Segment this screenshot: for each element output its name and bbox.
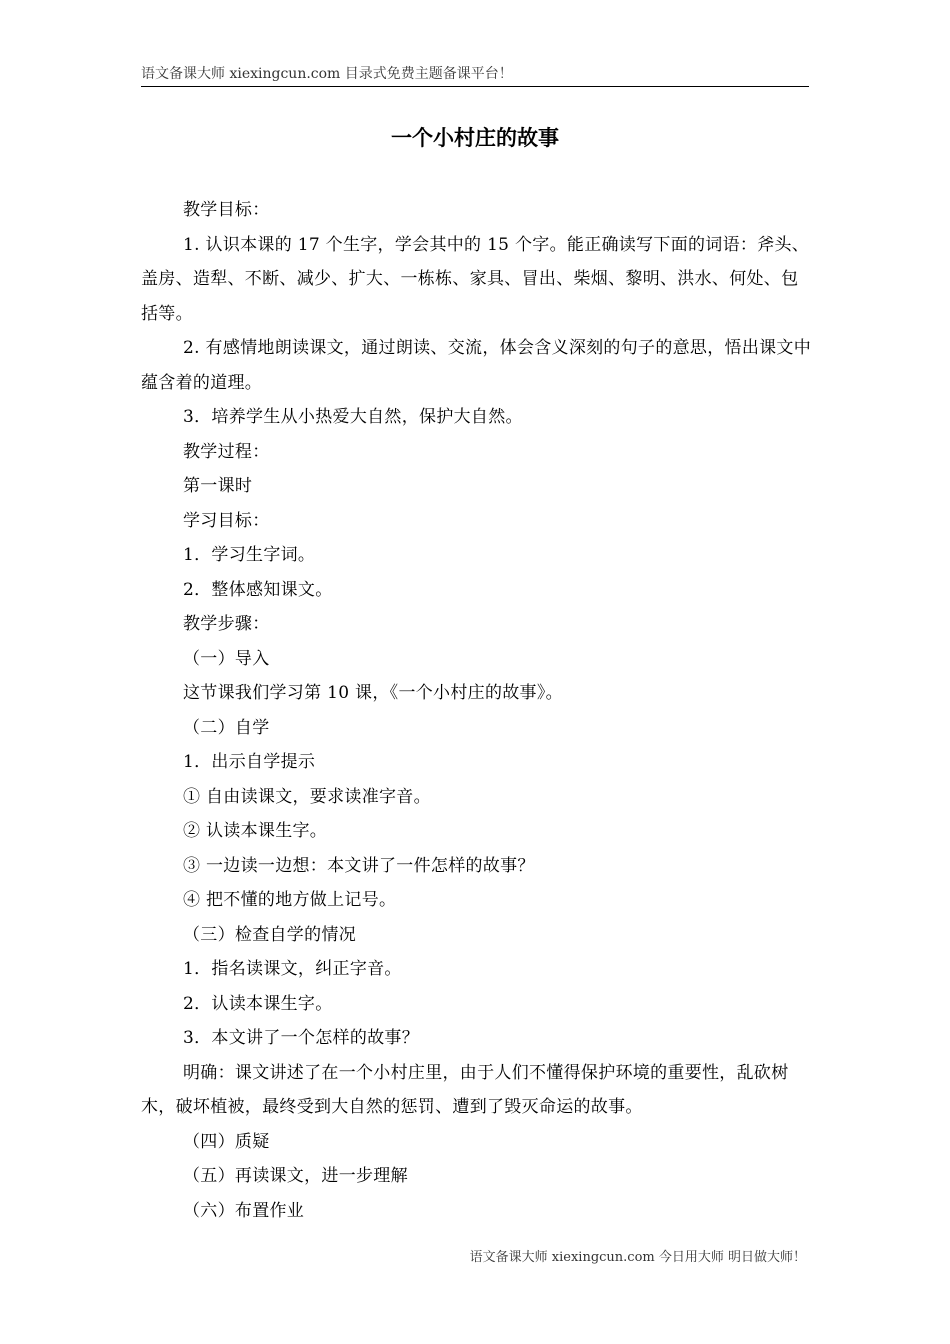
document-title: 一个小村庄的故事 bbox=[391, 125, 559, 150]
paragraph: （一）导入 bbox=[183, 648, 270, 669]
paragraph: ① 自由读课文，要求读准字音。 bbox=[183, 786, 431, 807]
paragraph: 1. 认识本课的 17 个生字，学会其中的 15 个字。能正确读写下面的词语：斧头、盖房、造犁、不断、减少、扩大、一栋栋、家具、冒出、柴烟、黎明、洪水、何处、包括等。 bbox=[141, 234, 810, 324]
paragraph: （二）自学 bbox=[183, 717, 270, 738]
paragraph: （三）检查自学的情况 bbox=[183, 924, 356, 945]
paragraph: 1．学习生字词。 bbox=[183, 545, 316, 565]
paragraph: 3．培养学生从小热爱大自然，保护大自然。 bbox=[183, 407, 523, 427]
paragraph: 教学步骤： bbox=[183, 614, 270, 634]
document-body bbox=[141, 193, 813, 1228]
paragraph: （四）质疑 bbox=[183, 1131, 270, 1152]
paragraph: 明确：课文讲述了在一个小村庄里，由于人们不懂得保护环境的重要性，乱砍树木，破坏植被，最终受到大自然的惩罚、遭到了毁灭命运的故事。 bbox=[141, 1062, 789, 1117]
paragraph: 2. 有感情地朗读课文，通过朗读、交流，体会含义深刻的句子的意思，悟出课文中蕴含着的道理。 bbox=[141, 338, 812, 393]
paragraph: 教学过程： bbox=[183, 441, 270, 462]
paragraph: 这节课我们学习第 10 课，《一个小村庄的故事》。 bbox=[183, 683, 563, 703]
paragraph: 学习目标： bbox=[183, 510, 270, 531]
page-header: 语文备课大师 xiexingcun.com 目录式免费主题备课平台！ bbox=[141, 64, 809, 87]
page-footer: 语文备课大师 xiexingcun.com 今日用大师 明日做大师！ bbox=[469, 1250, 806, 1265]
paragraph: 教学目标： bbox=[183, 200, 270, 220]
paragraph: ② 认读本课生字。 bbox=[183, 821, 328, 841]
paragraph: （五）再读课文，进一步理解 bbox=[183, 1166, 408, 1186]
paragraph: 2．认读本课生字。 bbox=[183, 993, 333, 1014]
paragraph: 2．整体感知课文。 bbox=[183, 579, 333, 600]
paragraph: 第一课时 bbox=[183, 476, 253, 496]
paragraph: 3．本文讲了一个怎样的故事？ bbox=[183, 1028, 420, 1048]
paragraph: （六）布置作业 bbox=[183, 1200, 305, 1221]
paragraph: 1．指名读课文，纠正字音。 bbox=[183, 959, 402, 979]
paragraph: ③ 一边读一边想：本文讲了一件怎样的故事？ bbox=[183, 855, 535, 876]
paragraph: 1．出示自学提示 bbox=[183, 752, 316, 772]
paragraph: ④ 把不懂的地方做上记号。 bbox=[183, 890, 397, 910]
